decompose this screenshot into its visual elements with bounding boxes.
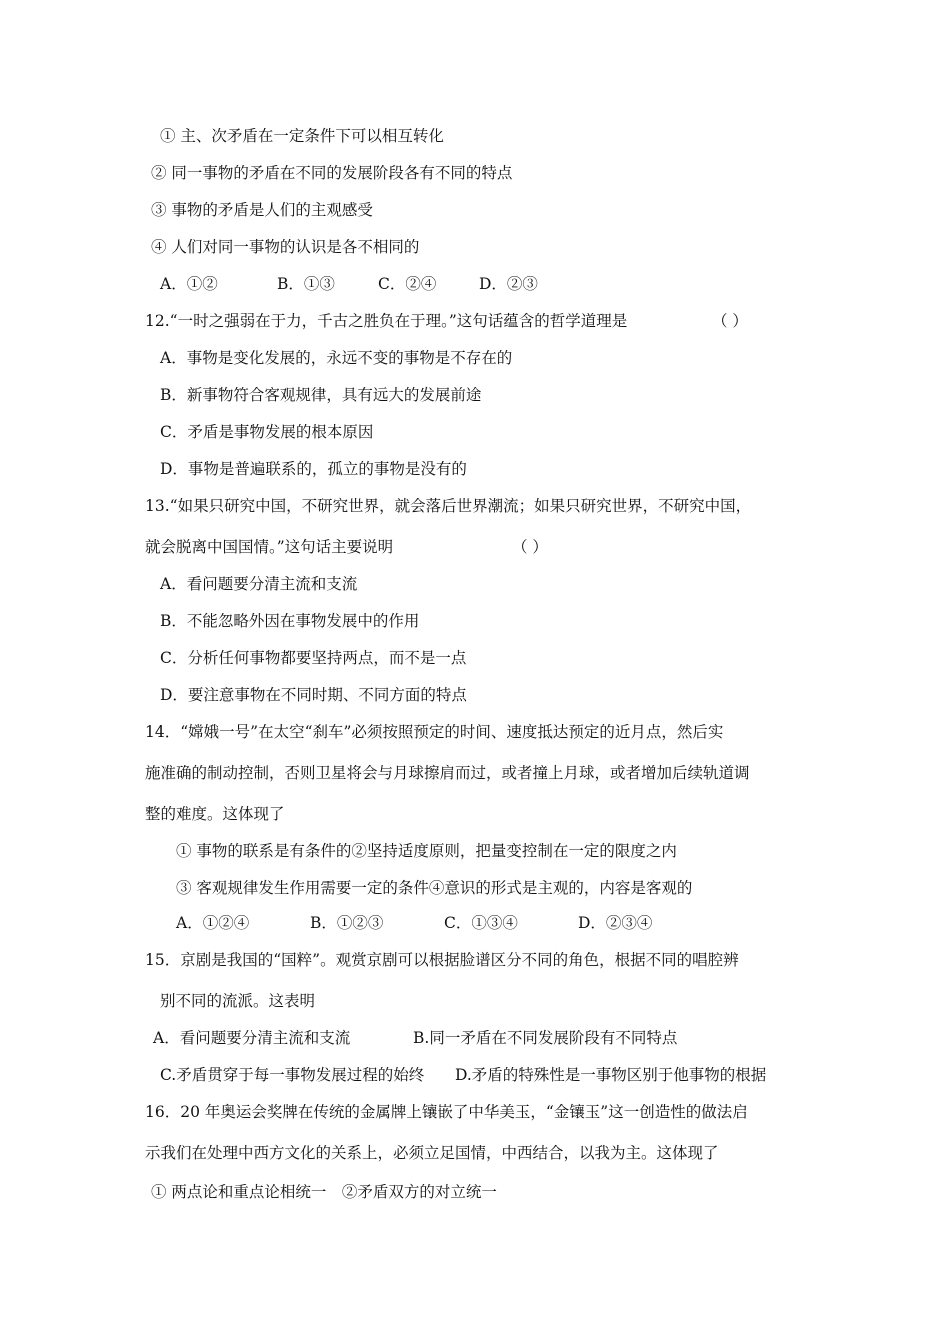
q14-statement-2: ③ 客观规律发生作用需要一定的条件④意识的形式是主观的，内容是客观的 <box>176 879 693 897</box>
q12-option-a: A．事物是变化发展的，永远不变的事物是不存在的 <box>160 349 513 367</box>
q14-stem-line-2: 施准确的制动控制，否则卫星将会与月球擦肩而过，或者撞上月球，或者增加后续轨道调 <box>145 764 750 782</box>
statement-2: ② 同一事物的矛盾在不同的发展阶段各有不同的特点 <box>151 164 513 182</box>
q12-option-c: C．矛盾是事物发展的根本原因 <box>160 423 374 441</box>
choice-a: A．①② <box>160 275 218 293</box>
q12-option-b: B．新事物符合客观规律，具有远大的发展前途 <box>160 386 482 404</box>
statement-3: ③ 事物的矛盾是人们的主观感受 <box>151 201 373 219</box>
q13-option-a: A．看问题要分清主流和支流 <box>160 575 358 593</box>
choice-b: B．①③ <box>277 275 335 293</box>
q13-stem-line-2: 就会脱离中国国情。”这句话主要说明 <box>145 538 394 556</box>
statement-4: ④ 人们对同一事物的认识是各不相同的 <box>151 238 420 256</box>
q14-choice-c: C．①③④ <box>444 914 518 932</box>
q15-option-b: B.同一矛盾在不同发展阶段有不同特点 <box>413 1029 678 1047</box>
q14-choice-b: B．①②③ <box>310 914 384 932</box>
q15-option-d: D.矛盾的特殊性是一事物区别于他事物的根据 <box>455 1066 767 1084</box>
q15-option-a: A．看问题要分清主流和支流 <box>153 1029 351 1047</box>
q14-choice-a: A．①②④ <box>176 914 250 932</box>
q14-statement-1: ① 事物的联系是有条件的②坚持适度原则，把量变控制在一定的限度之内 <box>176 842 677 860</box>
q14-stem-line-3: 整的难度。这体现了 <box>145 805 285 823</box>
q16-statements: ① 两点论和重点论相统一 ②矛盾双方的对立统一 <box>151 1183 497 1201</box>
choice-d: D．②③ <box>479 275 538 293</box>
q15-option-c: C.矛盾贯穿于每一事物发展过程的始终 <box>160 1066 425 1084</box>
q16-stem-line-1: 16．20 年奥运会奖牌在传统的金属牌上镶嵌了中华美玉，“金镶玉”这一创造性的做法启 <box>145 1103 748 1121</box>
q13-answer-blank: （ ） <box>512 538 548 556</box>
statement-1: ① 主、次矛盾在一定条件下可以相互转化 <box>160 127 444 145</box>
q12-option-d: D．事物是普遍联系的，孤立的事物是没有的 <box>160 460 467 478</box>
q12-answer-blank: （ ） <box>712 312 748 330</box>
q13-option-b: B．不能忽略外因在事物发展中的作用 <box>160 612 420 630</box>
q14-stem-line-1: 14．“嫦娥一号”在太空“刹车”必须按照预定的时间、速度抵达预定的近月点，然后实 <box>145 723 724 741</box>
choice-c: C．②④ <box>378 275 437 293</box>
q14-choice-d: D．②③④ <box>578 914 653 932</box>
q13-stem-line-1: 13.“如果只研究中国，不研究世界，就会落后世界潮流；如果只研究世界，不研究中国， <box>145 497 752 515</box>
q13-option-d: D．要注意事物在不同时期、不同方面的特点 <box>160 686 467 704</box>
q13-option-c: C．分析任何事物都要坚持两点，而不是一点 <box>160 649 467 667</box>
q15-stem-line-1: 15．京剧是我国的“国粹”。观赏京剧可以根据脸谱区分不同的角色，根据不同的唱腔辨 <box>145 951 739 969</box>
q16-stem-line-2: 示我们在处理中西方文化的关系上，必须立足国情，中西结合，以我为主。这体现了 <box>145 1144 719 1162</box>
q15-stem-line-2: 别不同的流派。这表明 <box>160 992 316 1010</box>
q12-stem: 12.“一时之强弱在于力，千古之胜负在于理。”这句话蕴含的哲学道理是 <box>145 312 628 330</box>
